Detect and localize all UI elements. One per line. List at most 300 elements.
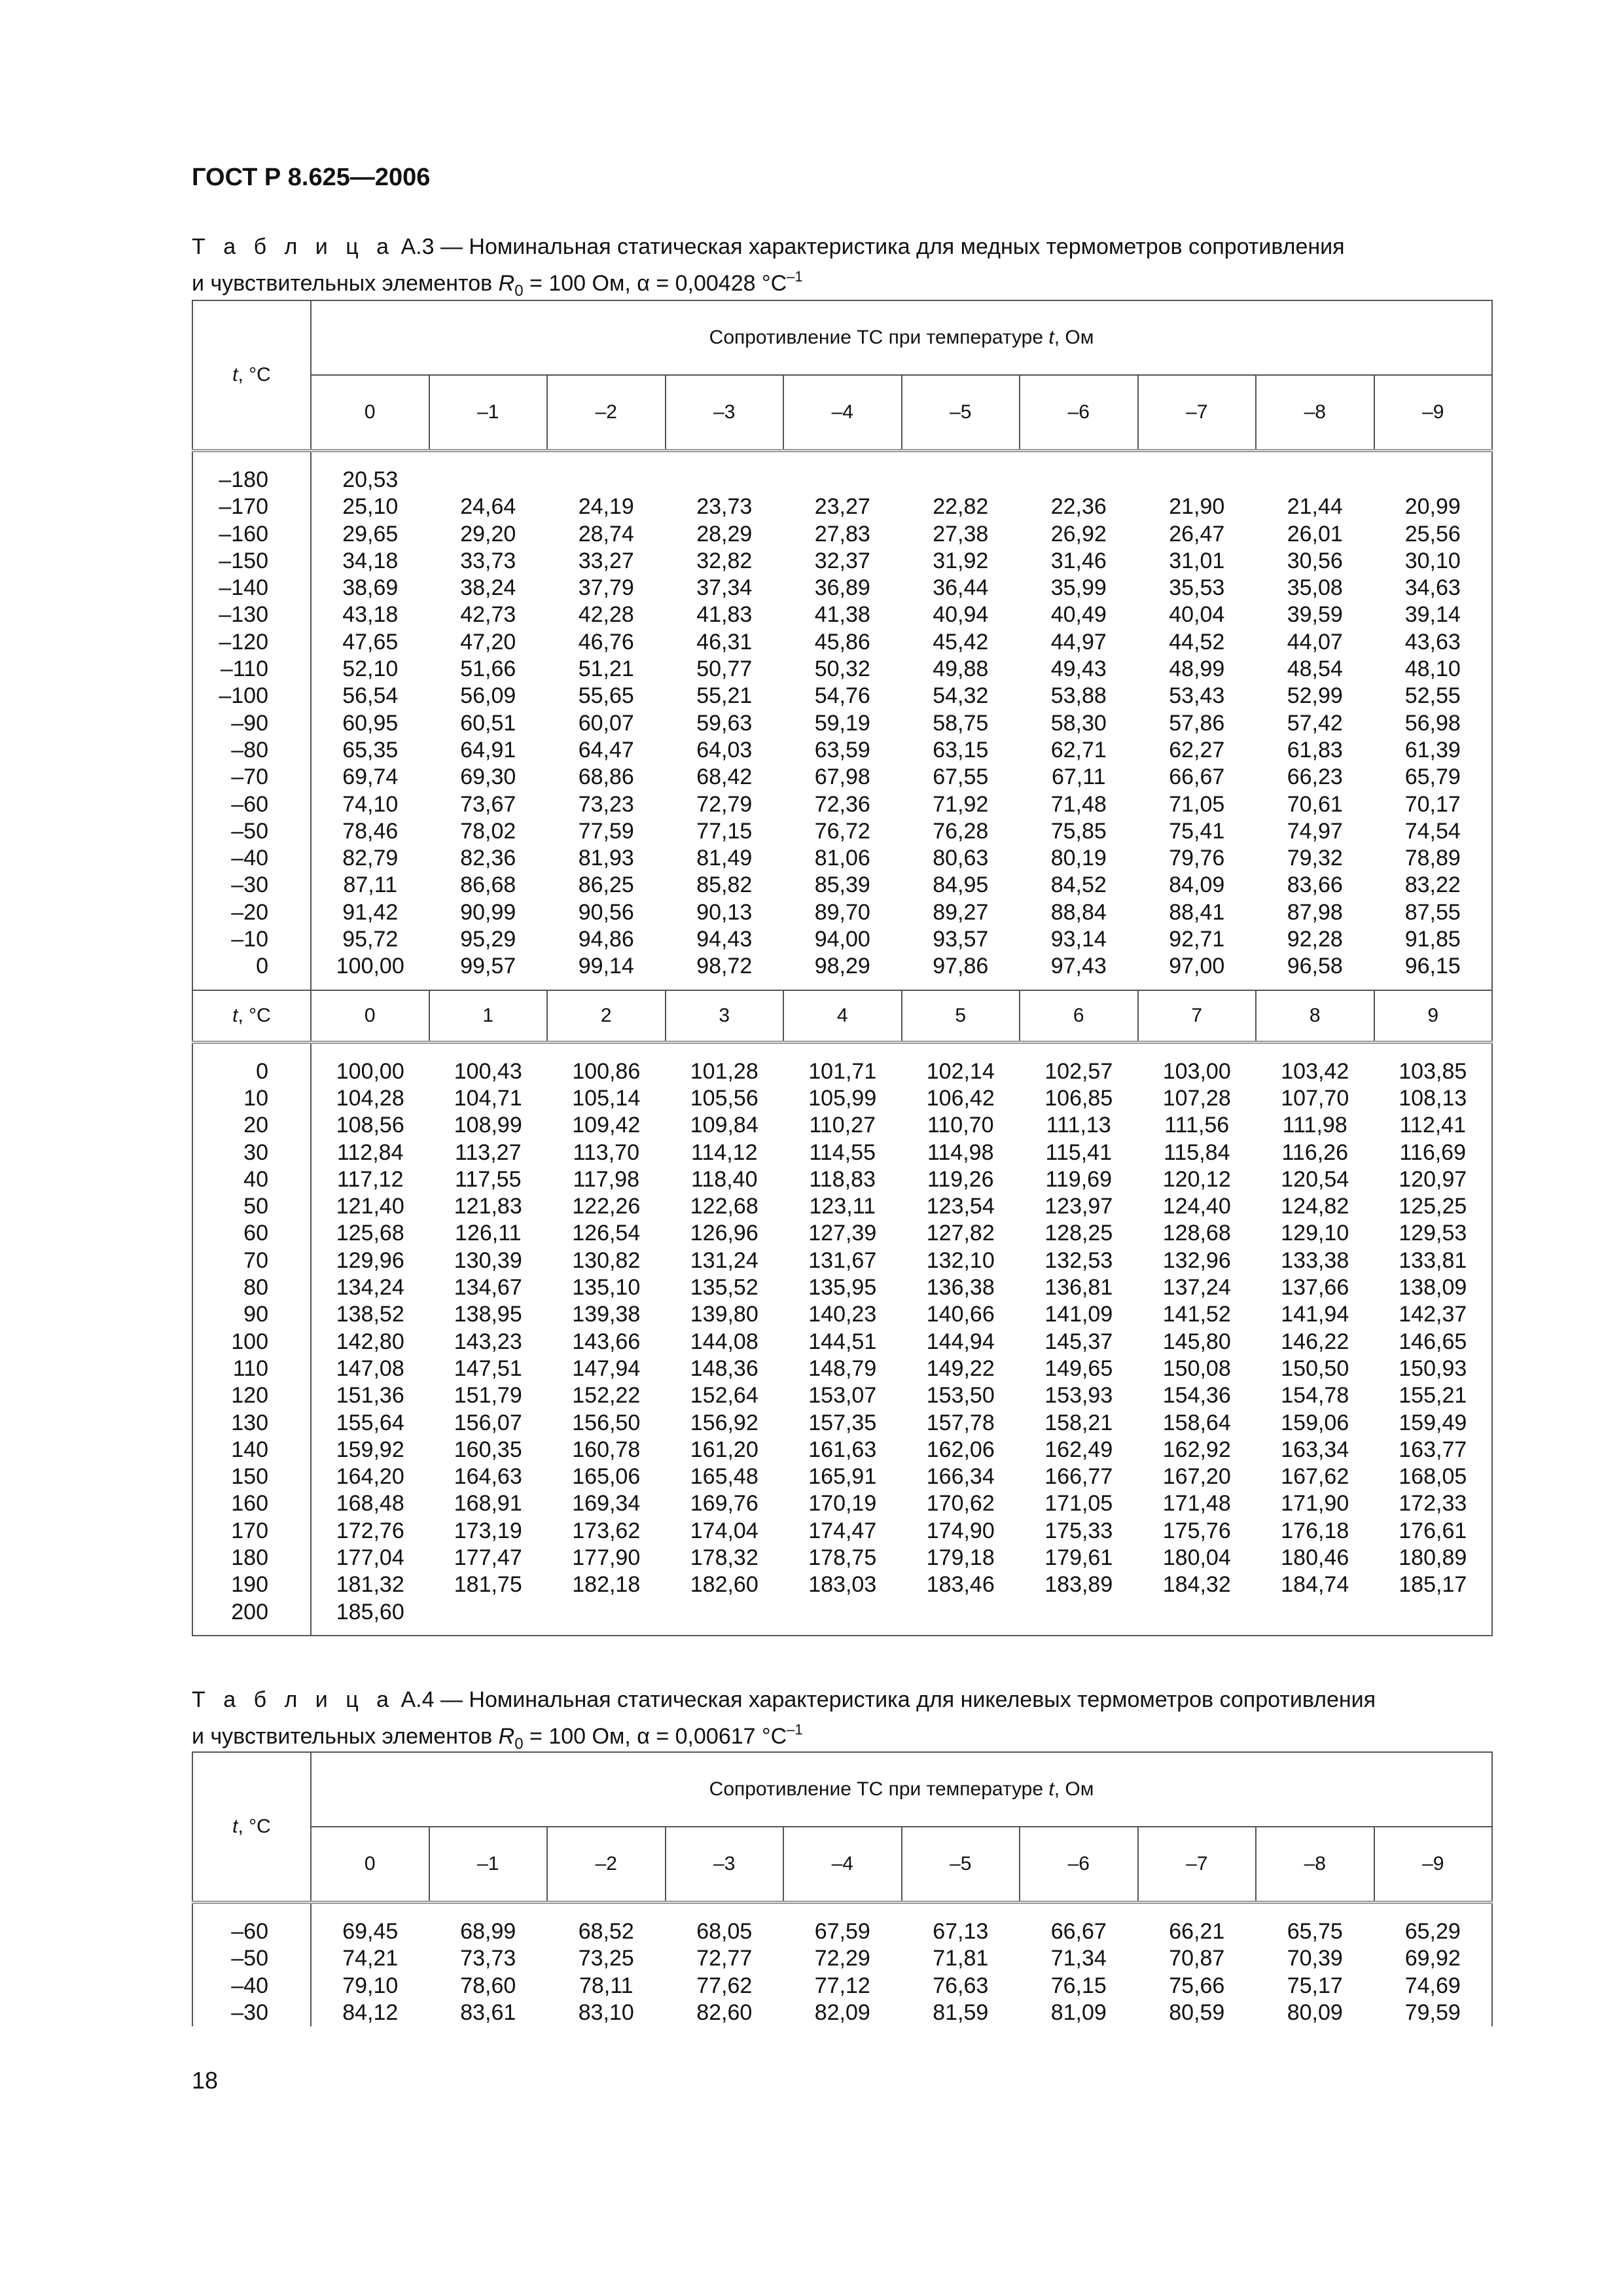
- resistance-value: 73,23: [578, 791, 634, 817]
- resistance-value: 34,63: [1374, 575, 1493, 601]
- resistance-value: 24,19: [578, 494, 634, 520]
- resistance-value: 117,12: [337, 1166, 404, 1192]
- resistance-value: 78,11: [579, 1973, 633, 1998]
- resistance-value: 149,22: [926, 1355, 995, 1381]
- resistance-value: 98,29: [814, 954, 870, 979]
- resistance-value: 180,04: [1162, 1545, 1231, 1570]
- resistance-value: 111,13: [1046, 1113, 1111, 1138]
- resistance-value: 88,84: [1050, 899, 1107, 925]
- resistance-value: 95,72: [342, 927, 399, 952]
- resistance-value: 147,94: [572, 1355, 641, 1381]
- resistance-value: 172,76: [336, 1518, 404, 1543]
- resistance-value: 129,96: [336, 1247, 404, 1273]
- resistance-value: 77,59: [578, 818, 634, 844]
- resistance-value: 97,00: [1169, 954, 1225, 979]
- spacer-cell: [666, 1903, 784, 1919]
- resistance-value: 123,54: [926, 1194, 995, 1219]
- temperature-cell: –50: [192, 1945, 311, 1972]
- resistance-value: 80,63: [933, 846, 989, 871]
- resistance-value: 154,78: [1281, 1383, 1349, 1408]
- caption-alpha-value: = 0,00428 °С: [649, 271, 787, 296]
- resistance-value: 149,65: [1044, 1355, 1113, 1381]
- temperature-cell: 170: [192, 1518, 311, 1545]
- temperature-cell: 60: [192, 1220, 311, 1247]
- standard-designation: ГОСТ Р 8.625—2006: [192, 164, 431, 191]
- temperature-cell: –120: [192, 629, 311, 656]
- resistance-value: 182,60: [690, 1572, 758, 1598]
- spacer-cell: [666, 451, 784, 467]
- resistance-value: 120,12: [1162, 1166, 1231, 1192]
- spacer-cell: [1256, 451, 1374, 467]
- resistance-value: 173,62: [572, 1518, 641, 1543]
- column-header: –1: [429, 1827, 548, 1903]
- resistance-value: 150,93: [1374, 1355, 1493, 1382]
- temperature-cell: 100: [192, 1329, 311, 1355]
- caption-exponent: –1: [787, 1721, 803, 1738]
- caption-alpha-value: = 0,00617 °С: [649, 1724, 787, 1749]
- resistance-value: 133,38: [1281, 1247, 1349, 1273]
- resistance-value: 126,96: [690, 1221, 758, 1246]
- resistance-value: 146,22: [1281, 1329, 1349, 1354]
- resistance-value: 35,53: [1169, 575, 1225, 601]
- spacer-cell: [783, 1042, 902, 1058]
- resistance-value: 74,97: [1287, 818, 1343, 844]
- resistance-value: 81,06: [814, 846, 870, 871]
- column-header: –7: [1138, 1827, 1257, 1903]
- table-a3: [192, 300, 1493, 1636]
- resistance-value: 176,18: [1281, 1518, 1349, 1543]
- temperature-cell: 160: [192, 1490, 311, 1517]
- resistance-value: 128,68: [1162, 1221, 1231, 1246]
- resistance-value: 161,63: [808, 1437, 877, 1462]
- resistance-value: 90,56: [578, 899, 634, 925]
- spacer-cell: [547, 1626, 666, 1636]
- spacer-cell: [311, 1626, 429, 1636]
- resistance-value: 83,66: [1287, 872, 1343, 898]
- table-row: [192, 1571, 1492, 1598]
- resistance-value: [902, 1599, 1020, 1626]
- resistance-value: 140,66: [926, 1302, 995, 1327]
- resistance-value: 179,61: [1044, 1545, 1113, 1570]
- resistance-value: 59,19: [814, 710, 870, 736]
- temperature-cell: –180: [192, 467, 311, 493]
- resistance-value: 29,65: [342, 521, 399, 547]
- table-row: [192, 1918, 1492, 1945]
- resistance-value: 167,20: [1162, 1464, 1231, 1490]
- resistance-value: 164,20: [336, 1464, 404, 1490]
- spacer-cell: [1138, 1903, 1257, 1919]
- temperature-cell: –110: [192, 656, 311, 683]
- resistance-value: 64,03: [696, 737, 753, 762]
- temperature-cell: –70: [192, 764, 311, 791]
- resistance-value: 158,21: [1044, 1410, 1113, 1435]
- resistance-value: 65,29: [1374, 1918, 1493, 1945]
- resistance-value: [1256, 467, 1374, 493]
- spacer-cell: [1020, 451, 1138, 467]
- spacer-cell: [1138, 1626, 1257, 1636]
- temperature-cell: –140: [192, 575, 311, 601]
- resistance-value: 148,79: [808, 1355, 877, 1381]
- resistance-value: 69,45: [342, 1919, 399, 1944]
- resistance-value: 74,21: [342, 1946, 399, 1971]
- resistance-value: 138,52: [336, 1302, 404, 1327]
- resistance-value: 144,08: [690, 1329, 758, 1354]
- resistance-value: 112,41: [1374, 1112, 1493, 1139]
- resistance-value: 83,61: [460, 2000, 516, 2025]
- table-word: Т а б л и ц а: [192, 234, 395, 259]
- resistance-value: 158,64: [1162, 1410, 1231, 1435]
- table-row: [192, 899, 1492, 926]
- resistance-value: 40,04: [1169, 602, 1225, 628]
- resistance-value: 36,89: [814, 575, 870, 601]
- table-row: [192, 521, 1492, 548]
- temperature-cell: 80: [192, 1274, 311, 1301]
- column-header: 5: [902, 990, 1020, 1043]
- resistance-value: 177,04: [336, 1545, 404, 1570]
- resistance-value: 159,49: [1374, 1410, 1493, 1437]
- resistance-value: 76,63: [933, 1973, 989, 1998]
- table-row: [192, 953, 1492, 980]
- resistance-value: 153,07: [808, 1383, 877, 1408]
- temperature-cell: –100: [192, 683, 311, 709]
- resistance-value: 70,87: [1169, 1946, 1225, 1971]
- resistance-value: 83,10: [578, 2000, 634, 2025]
- resistance-value: 125,68: [336, 1221, 404, 1246]
- resistance-value: 27,38: [933, 521, 989, 547]
- table-row: [192, 1437, 1492, 1463]
- temperature-cell: –40: [192, 845, 311, 872]
- resistance-value: 113,70: [573, 1139, 639, 1165]
- resistance-value: 178,75: [808, 1545, 877, 1570]
- resistance-value: [547, 467, 666, 493]
- resistance-value: 45,86: [814, 629, 870, 655]
- temperature-cell: 140: [192, 1437, 311, 1463]
- resistance-value: 132,10: [926, 1247, 995, 1273]
- temperature-cell: 10: [192, 1085, 311, 1112]
- caption-r-symbol: R: [498, 271, 515, 296]
- column-header: 8: [1256, 990, 1374, 1043]
- table-row: [192, 1301, 1492, 1328]
- temperature-cell: 0: [192, 953, 311, 980]
- table-a3-caption-text: А.3 — Номинальная статическая характеристика для медных термометров сопротивления: [395, 234, 1345, 259]
- resistance-value: 21,44: [1287, 494, 1343, 520]
- resistance-value: 109,84: [690, 1113, 758, 1138]
- resistance-value: 36,44: [933, 575, 989, 601]
- column-header: –4: [783, 375, 902, 451]
- temperature-cell: 110: [192, 1355, 311, 1382]
- resistance-value: 137,66: [1281, 1275, 1349, 1300]
- resistance-value: 126,54: [572, 1221, 641, 1246]
- table-row: [192, 1193, 1492, 1220]
- resistance-value: 67,98: [814, 764, 870, 790]
- resistance-value: 20,53: [342, 467, 399, 492]
- temperature-cell: –160: [192, 521, 311, 548]
- resistance-value: 63,59: [814, 737, 870, 762]
- resistance-value: 81,49: [696, 846, 753, 871]
- resistance-value: 115,41: [1045, 1139, 1112, 1165]
- resistance-value: 144,51: [808, 1329, 877, 1354]
- resistance-value: 61,83: [1287, 737, 1343, 762]
- resistance-value: 90,13: [696, 899, 753, 925]
- resistance-value: 84,95: [933, 872, 989, 898]
- resistance-value: 138,95: [454, 1302, 522, 1327]
- resistance-value: 71,92: [933, 791, 989, 817]
- temperature-cell: –90: [192, 710, 311, 737]
- resistance-value: 91,85: [1374, 926, 1493, 953]
- resistance-value: 45,42: [933, 629, 989, 655]
- resistance-value: 170,19: [808, 1491, 877, 1516]
- column-header: 0: [311, 375, 429, 451]
- resistance-value: 26,47: [1169, 521, 1225, 547]
- spacer-cell: [311, 980, 429, 990]
- resistance-value: 102,57: [1044, 1058, 1113, 1084]
- resistance-value: 50,77: [696, 656, 753, 682]
- table-row: [192, 548, 1492, 575]
- resistance-value: 138,09: [1374, 1274, 1493, 1301]
- resistance-value: 184,74: [1281, 1572, 1349, 1598]
- resistance-value: 89,27: [933, 899, 989, 925]
- resistance-value: 133,81: [1374, 1247, 1493, 1274]
- resistance-value: 159,06: [1281, 1410, 1349, 1435]
- resistance-value: 38,69: [342, 575, 399, 601]
- caption-alpha-symbol: α: [637, 271, 650, 296]
- resistance-value: [783, 1599, 902, 1626]
- resistance-value: 84,09: [1169, 872, 1225, 898]
- resistance-value: 26,92: [1050, 521, 1107, 547]
- resistance-value: 145,37: [1044, 1329, 1113, 1354]
- resistance-value: [666, 467, 784, 493]
- column-header: –5: [902, 375, 1020, 451]
- resistance-value: 132,53: [1044, 1247, 1113, 1273]
- resistance-value: 151,79: [454, 1383, 522, 1408]
- table-row: [192, 872, 1492, 899]
- resistance-value: 68,42: [696, 764, 753, 790]
- resistance-value: 123,11: [809, 1194, 876, 1219]
- column-header: –3: [666, 1827, 784, 1903]
- spacer-cell: [1256, 980, 1374, 990]
- resistance-value: 121,40: [336, 1194, 404, 1219]
- table-a3-caption-line1: [192, 232, 1345, 262]
- temperature-cell: –170: [192, 493, 311, 520]
- table-row: [192, 1599, 1492, 1626]
- resistance-value: 75,17: [1287, 1973, 1343, 1998]
- resistance-value: 130,39: [454, 1247, 522, 1273]
- resistance-value: 120,97: [1374, 1166, 1493, 1193]
- resistance-value: 106,85: [1044, 1085, 1113, 1111]
- resistance-value: 43,63: [1374, 629, 1493, 656]
- resistance-value: 102,14: [926, 1058, 995, 1084]
- temperature-cell: 130: [192, 1410, 311, 1437]
- resistance-value: 43,18: [342, 602, 399, 628]
- spacer-cell: [1374, 1626, 1493, 1636]
- column-header: –1: [429, 375, 548, 451]
- t-header: t, °С: [192, 1752, 311, 1903]
- temperature-cell: 120: [192, 1382, 311, 1409]
- resistance-value: 67,55: [933, 764, 989, 790]
- resistance-value: 119,26: [927, 1166, 994, 1192]
- resistance-value: 116,26: [1281, 1139, 1348, 1165]
- resistance-value: 127,39: [808, 1221, 877, 1246]
- resistance-value: 108,13: [1374, 1085, 1493, 1112]
- resistance-value: 165,48: [690, 1464, 758, 1490]
- resistance-value: 178,32: [690, 1545, 758, 1570]
- spacer-cell: [311, 1903, 429, 1919]
- resistance-value: 72,79: [696, 791, 753, 817]
- temperature-cell: 150: [192, 1463, 311, 1490]
- spacer-cell: [547, 451, 666, 467]
- resistance-value: 105,14: [572, 1085, 641, 1111]
- temperature-cell: 190: [192, 1571, 311, 1598]
- resistance-value: 122,26: [572, 1194, 641, 1219]
- resistance-value: 174,47: [808, 1518, 877, 1543]
- resistance-value: 175,33: [1044, 1518, 1113, 1543]
- resistance-value: 89,70: [814, 899, 870, 925]
- resistance-value: 22,36: [1050, 494, 1107, 520]
- resistance-value: 136,38: [926, 1275, 995, 1300]
- resistance-value: 66,67: [1050, 1919, 1107, 1944]
- resistance-value: 108,56: [336, 1113, 404, 1138]
- spacer-cell: [783, 1903, 902, 1919]
- resistance-value: 79,10: [342, 1973, 399, 1998]
- resistance-value: 29,20: [460, 521, 516, 547]
- resistance-value: [1138, 467, 1257, 493]
- resistance-value: 22,82: [933, 494, 989, 520]
- resistance-value: 94,43: [696, 927, 753, 952]
- table-row: [192, 1247, 1492, 1274]
- table-row: [192, 2000, 1492, 2026]
- spacer-cell: [429, 1042, 548, 1058]
- resistance-value: 141,52: [1162, 1302, 1231, 1327]
- resistance-value: 87,11: [343, 872, 398, 898]
- resistance-value: 31,46: [1050, 548, 1107, 573]
- resistance-value: 58,75: [933, 710, 989, 736]
- page-number: 18: [192, 2067, 219, 2094]
- resistance-value: 52,10: [342, 656, 399, 682]
- resistance-value: 54,76: [814, 683, 870, 709]
- spacer-cell: [192, 1042, 311, 1058]
- resistance-value: 60,51: [460, 710, 516, 736]
- resistance-value: 117,55: [455, 1166, 522, 1192]
- resistance-value: 131,67: [808, 1247, 877, 1273]
- resistance-value: 71,05: [1169, 791, 1225, 817]
- resistance-value: 42,28: [578, 602, 634, 628]
- resistance-value: 155,21: [1374, 1382, 1493, 1409]
- temperature-cell: 180: [192, 1545, 311, 1571]
- spacer-cell: [1256, 1042, 1374, 1058]
- spacer-cell: [1374, 1042, 1493, 1058]
- resistance-value: 80,59: [1169, 2000, 1225, 2025]
- table-row: [192, 1139, 1492, 1166]
- column-header: –2: [547, 1827, 666, 1903]
- spacer-cell: [1138, 451, 1257, 467]
- resistance-value: [1020, 467, 1138, 493]
- caption-ohm: = 100 Ом,: [523, 271, 637, 296]
- resistance-value: 69,74: [342, 764, 399, 790]
- caption-alpha-symbol: α: [637, 1724, 650, 1749]
- spacer-cell: [902, 1903, 1020, 1919]
- table-row: [192, 1945, 1492, 1972]
- resistance-value: 104,28: [336, 1085, 404, 1111]
- resistance-value: 119,69: [1045, 1166, 1112, 1192]
- table-a4-caption-line1: [192, 1685, 1376, 1715]
- resistance-value: 177,47: [454, 1545, 522, 1570]
- temperature-cell: –40: [192, 1973, 311, 2000]
- table-a4-caption: [192, 1685, 1376, 1759]
- resistance-value: 148,36: [690, 1355, 758, 1381]
- resistance-value: 169,34: [572, 1491, 641, 1516]
- resistance-value: 129,10: [1281, 1221, 1349, 1246]
- resistance-value: 91,42: [342, 899, 399, 925]
- temperature-cell: 20: [192, 1112, 311, 1139]
- resistance-value: 145,80: [1162, 1329, 1231, 1354]
- resistance-value: 77,15: [696, 818, 753, 844]
- spacer-cell: [429, 451, 548, 467]
- resistance-value: 114,12: [691, 1139, 758, 1165]
- resistance-value: 60,95: [342, 710, 399, 736]
- resistance-value: 182,18: [572, 1572, 641, 1598]
- table-row: [192, 845, 1492, 872]
- table-row: [192, 683, 1492, 709]
- temperature-cell: –50: [192, 818, 311, 845]
- resistance-value: 180,89: [1374, 1545, 1493, 1571]
- table-word: Т а б л и ц а: [192, 1687, 395, 1712]
- resistance-value: 165,91: [808, 1464, 877, 1490]
- resistance-value: 21,90: [1169, 494, 1225, 520]
- column-header: –2: [547, 375, 666, 451]
- resistance-value: 78,46: [342, 818, 399, 844]
- resistance-value: 94,00: [814, 927, 870, 952]
- resistance-value: 31,92: [933, 548, 989, 573]
- resistance-value: 93,57: [933, 927, 989, 952]
- resistance-value: 28,29: [696, 521, 753, 547]
- resistance-value: 166,77: [1044, 1464, 1113, 1490]
- resistance-value: 125,25: [1374, 1193, 1493, 1220]
- resistance-value: 72,36: [814, 791, 870, 817]
- table-row: [192, 601, 1492, 628]
- resistance-value: 67,11: [1051, 764, 1106, 790]
- spacer-cell: [1020, 1626, 1138, 1636]
- resistance-value: 71,34: [1050, 1946, 1107, 1971]
- resistance-value: 24,64: [460, 494, 516, 520]
- resistance-value: 75,41: [1169, 818, 1225, 844]
- resistance-value: 167,62: [1281, 1464, 1349, 1490]
- resistance-value: 81,59: [933, 2000, 989, 2025]
- resistance-value: 183,46: [926, 1572, 995, 1598]
- resistance-value: 94,86: [578, 927, 634, 952]
- resistance-value: 46,31: [696, 629, 753, 655]
- column-header: –8: [1256, 1827, 1374, 1903]
- resistance-value: 100,86: [572, 1058, 641, 1084]
- spacer-cell: [429, 1626, 548, 1636]
- spacer-cell: [666, 1626, 784, 1636]
- resistance-value: 60,07: [578, 710, 634, 736]
- resistance-value: 128,25: [1044, 1221, 1113, 1246]
- resistance-value: 62,71: [1050, 737, 1107, 762]
- resistance-value: [902, 467, 1020, 493]
- spacer-cell: [1138, 1042, 1257, 1058]
- resistance-value: 129,53: [1374, 1220, 1493, 1247]
- resistance-value: 56,98: [1374, 710, 1493, 737]
- resistance-value: 53,88: [1050, 683, 1107, 709]
- spacer-cell: [429, 980, 548, 990]
- resistance-value: 49,88: [933, 656, 989, 682]
- resistance-value: 76,72: [814, 818, 870, 844]
- column-header: –5: [902, 1827, 1020, 1903]
- resistance-value: 115,84: [1164, 1139, 1230, 1165]
- resistance-value: 109,42: [572, 1113, 641, 1138]
- resistance-value: 76,15: [1050, 1973, 1107, 1998]
- resistance-value: 57,86: [1169, 710, 1225, 736]
